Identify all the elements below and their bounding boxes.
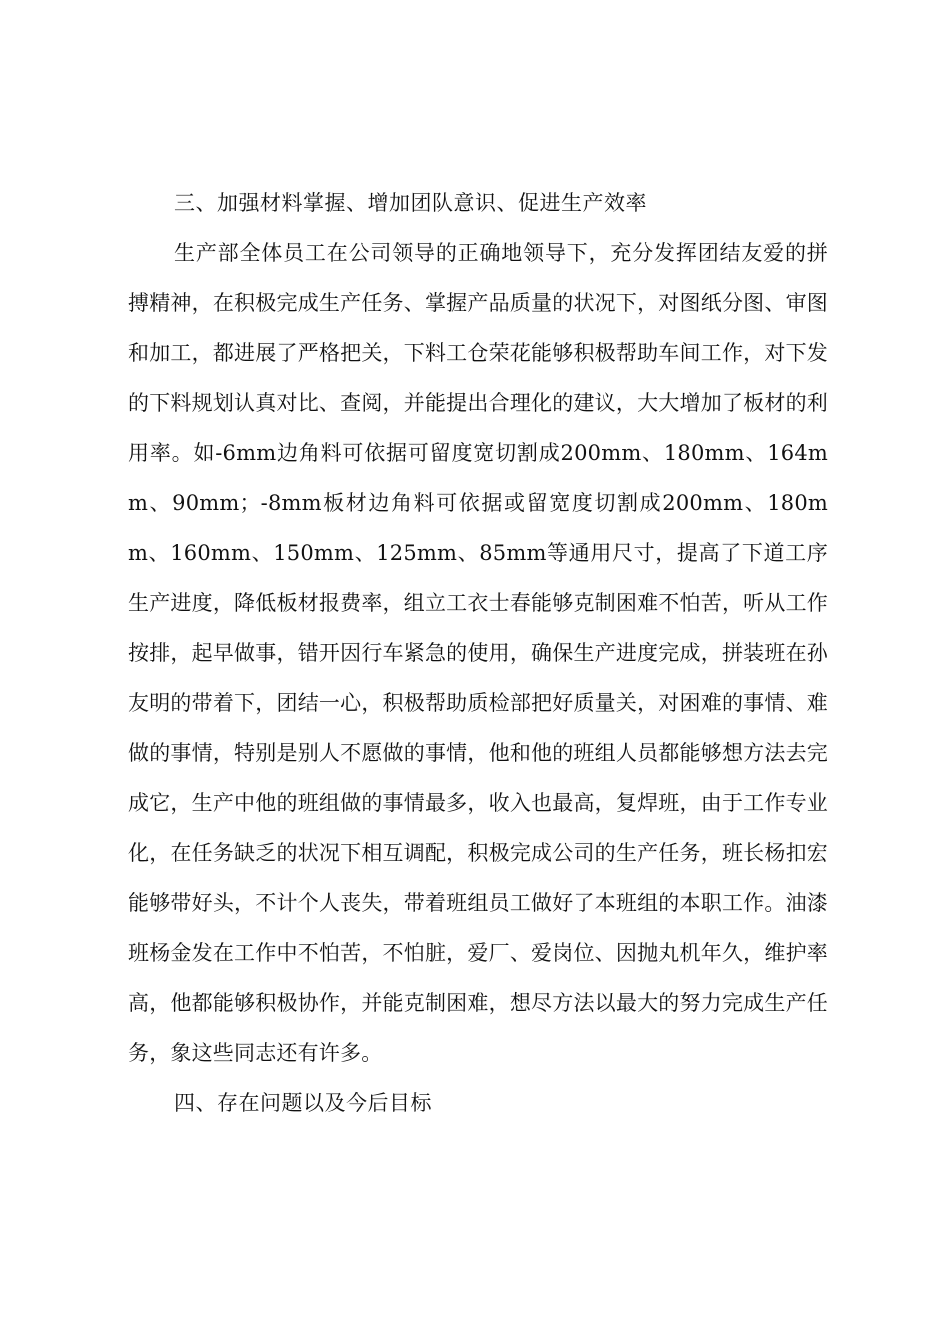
- document-body: [128, 178, 828, 1128]
- section-3-paragraph: 生产部全体员工在公司领导的正确地领导下，充分发挥团结友爱的拼搏精神，在积极完成生产任务、掌握产品质量的状况下，对图纸分图、审图和加工，都进展了严格把关，下料工仓荣花能够积极帮助车间工作，对下发的下料规划认真对比、查阅，并能提出合理化的建议，大大增加了板材的利用率。如-6mm边角料可依据可留度宽切割成200mm、180mm、164mm、90mm；-8mm板材边角料可依据或留宽度切割成200mm、180mm、160mm、150mm、125mm、85mm等通用尺寸，提高了下道工序生产进度，降低板材报费率，组立工衣士春能够克制困难不怕苦，听从工作按排，起早做事，错开因行车紧急的使用，确保生产进度完成，拼装班在孙友明的带着下，团结一心，积极帮助质检部把好质量关，对困难的事情、难做的事情，特别是别人不愿做的事情，他和他的班组人员都能够想方法去完成它，生产中他的班组做的事情最多，收入也最高，复焊班，由于工作专业化，在任务缺乏的状况下相互调配，积极完成公司的生产任务，班长杨扣宏能够带好头，不计个人丧失，带着班组员工做好了本班组的本职工作。油漆班杨金发在工作中不怕苦，不怕脏，爱厂、爱岗位、因抛丸机年久，维护率高，他都能够积极协作，并能克制困难，想尽方法以最大的努力完成生产任务，象这些同志还有许多。: [128, 241, 828, 1065]
- section-4-heading: 四、存在问题以及今后目标: [174, 1091, 432, 1115]
- section-3-heading: 三、加强材料掌握、增加团队意识、促进生产效率: [174, 191, 647, 215]
